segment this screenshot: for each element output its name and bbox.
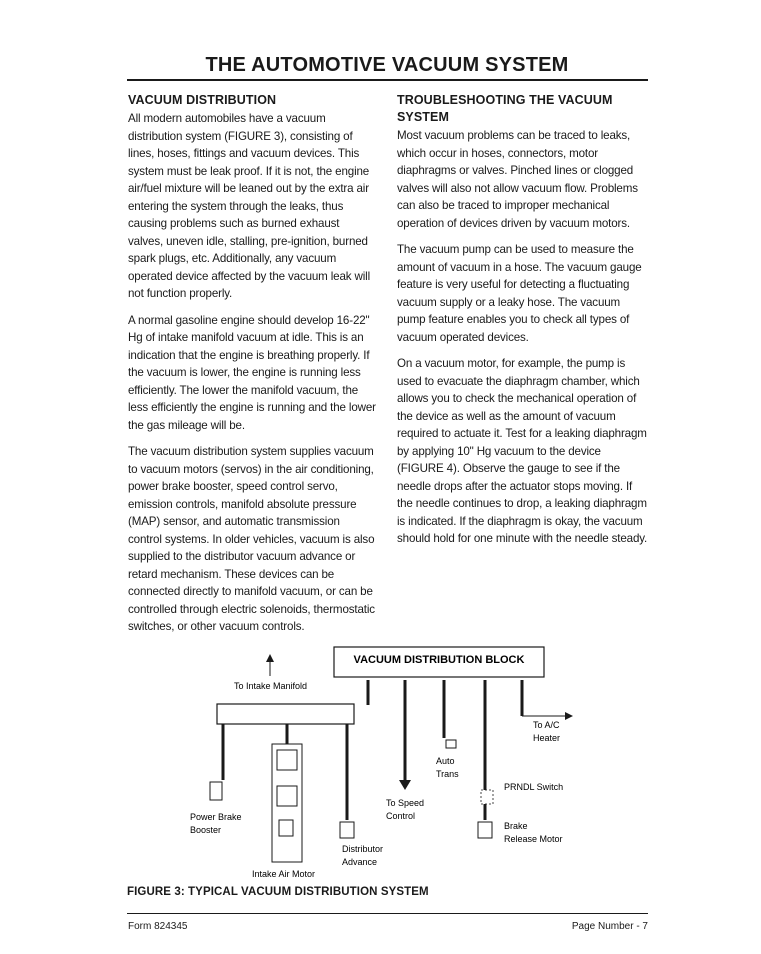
to-ac-heater-label: To A/C Heater [533,720,561,743]
footer-page-number: Page Number - 7 [571,921,648,932]
footer-form-number: Form 824345 [128,921,188,932]
intake-arrow-head [266,654,274,662]
paragraph: A normal gasoline engine should develop 16-22" Hg of intake manifold vacuum at idle. This is an indication that the engine is breathing properly. If the vacuum is lower, the engine is running less efficiently. The lower the manifold vacuum, the less efficiently the engine is running and the lower the gas mileage will be. [128,313,376,432]
distributor-advance-icon [340,822,354,838]
intake-air-motor-part [277,786,297,806]
intake-air-motor-part [279,820,293,836]
to-speed-control-label: To Speed Control [386,798,425,821]
paragraph: On a vacuum motor, for example, the pump is used to evacuate the diaphragm chamber, which allows you to check the mechanical operation of the device as well as the amount of vacuum required to actuate it. Test for a leaking diaphragm by applying 10" Hg vacuum to the device (FIGURE 4). Observe the gauge to see if the needle drops after the actuator stops moving. If the needle continues to drop, a leaking diaphragm is indicated. If the diaphragm is okay, the vacuum should hold for one minute with the needle steady. [397,357,648,545]
footer-divider [127,913,648,914]
manifold-block [217,704,354,724]
page-title: THE AUTOMOTIVE VACUUM SYSTEM [205,54,569,76]
distributor-advance-label: Distributor Advance [342,844,384,867]
vacuum-distribution-diagram [180,640,600,880]
intake-air-motor-label: Intake Air Motor [252,869,316,879]
prndl-switch-label: PRNDL Switch [504,782,564,792]
power-brake-booster-label: Power Brake Booster [190,812,242,835]
right-column [397,92,649,557]
paragraph: Most vacuum problems can be traced to leaks, which occur in hoses, connectors, motor diaphragms or valves. Pinched lines or clogged valves will also not allow vacuum flow. Problems can also be traced to improper mechanical operation of devices driven by vacuum motors. [397,129,638,230]
ac-heater-arrow-head [565,712,573,720]
intake-air-motor-part [277,750,297,770]
title-divider [127,79,648,81]
prndl-switch-icon [481,790,493,804]
left-column [128,92,376,645]
paragraph: The vacuum distribution system supplies vacuum to vacuum motors (servos) in the air conditioning, power brake booster, speed control servo, emission controls, manifold absolute pressure (MAP) sensor, and automatic transmission control systems. In older vehicles, vacuum is also supplied to the distributor vacuum advance or retard mechanism. These devices can be connected directly to manifold vacuum, or can be controlled through electric solenoids, thermostatic switches, or other vacuum controls. [128,445,375,633]
auto-trans-label: Auto Trans [436,756,459,779]
section-heading-vacuum-distribution: VACUUM DISTRIBUTION [128,93,277,107]
paragraph: The vacuum pump can be used to measure the amount of vacuum in a hose. The vacuum gauge feature is very useful for detecting a fluctuating vacuum supply or a leaky hose. The vacuum pump feature enables you to check all types of vacuum operated devices. [397,243,642,344]
distribution-block-label: VACUUM DISTRIBUTION BLOCK [353,654,525,666]
to-intake-manifold-label: To Intake Manifold [234,681,308,691]
figure-caption: FIGURE 3: TYPICAL VACUUM DISTRIBUTION SYSTEM [127,886,429,898]
speed-control-arrow-head [399,780,411,790]
power-brake-booster-icon [210,782,222,800]
paragraph: All modern automobiles have a vacuum distribution system (FIGURE 3), consisting of lines, hoses, fittings and vacuum devices. This system must be leak proof. If it is not, the engine air/fuel mixture will be leaned out by the extra air entering the system through the leaks, thus causing problems such as burned exhaust valves, uneven idle, stalling, pre-ignition, burned spark plugs, etc. Additionally, any vacuum operated device affected by the vacuum leak will not function properly. [128,112,370,300]
section-heading-troubleshooting: TROUBLESHOOTING THE VACUUM SYSTEM [397,93,613,124]
brake-release-motor-icon [478,822,492,838]
auto-trans-icon [446,740,456,748]
brake-release-motor-label: Brake Release Motor [504,821,563,844]
